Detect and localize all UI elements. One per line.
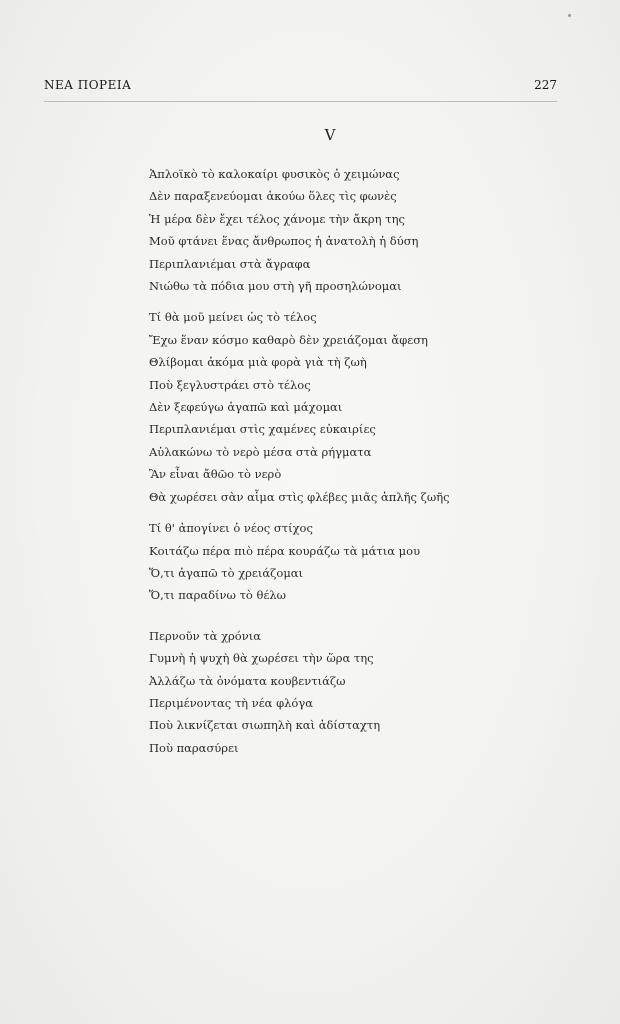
poem-line: Τί θ' ἀπογίνει ὁ νέος στίχος: [149, 521, 313, 536]
section-numeral: V: [324, 126, 336, 144]
poem-line: Ποὺ λικνίζεται σιωπηλὴ καὶ ἀδίσταχτη: [149, 718, 381, 733]
paper-speck: [568, 14, 571, 17]
stanza: [149, 517, 549, 607]
poem-line: Δὲν παραξενεύομαι ἀκούω ὅλες τὶς φωνὲς: [149, 189, 397, 204]
poem-line: Θλίβομαι ἀκόμα μιὰ φορὰ γιὰ τὴ ζωὴ: [149, 355, 367, 370]
poem-line: Περιπλανιέμαι στὶς χαμένες εὐκαιρίες: [149, 422, 376, 437]
stanza: [149, 163, 549, 297]
poem-line: Ἔχω ἕναν κόσμο καθαρὸ δὲν χρειάζομαι ἄφεση: [149, 332, 428, 347]
poem-line: Ἁπλοϊκὸ τὸ καλοκαίρι φυσικὸς ὁ χειμώνας: [149, 167, 400, 181]
poem-line: Αὐλακώνω τὸ νερὸ μέσα στὰ ρήγματα: [149, 444, 372, 459]
poem-line: Μοῦ φτάνει ἕνας ἄνθρωπος ἡ ἀνατολὴ ἡ δύση: [149, 234, 419, 249]
poem-line: Ποὺ παρασύρει: [149, 740, 239, 755]
poem-line: Ἀλλάζω τὰ ὀνόματα κουβεντιάζω: [149, 673, 346, 688]
stanza: [149, 625, 549, 759]
poem-line: Ἂν εἶναι ἄθῶο τὸ νερὸ: [149, 467, 282, 482]
poem-line: Περνοῦν τὰ χρόνια: [149, 628, 262, 643]
poem-line: Ὅ,τι ἀγαπῶ τὸ χρειάζομαι: [149, 565, 304, 580]
poem-line: Περιπλανιέμαι στὰ ἄγραφα: [149, 256, 311, 271]
poem-line: Ἡ μέρα δὲν ἔχει τέλος χάνομε τὴν ἄκρη της: [149, 211, 405, 226]
poem: [149, 163, 549, 768]
poem-line: Κοιτάζω πέρα πιὸ πέρα κουράζω τὰ μάτια μου: [149, 543, 421, 558]
stanza: [149, 306, 549, 508]
page-number: 227: [534, 78, 557, 92]
poem-line: Ὅ,τι παραδίνω τὸ θέλω: [149, 588, 287, 603]
poem-line: Γυμνὴ ἡ ψυχὴ θὰ χωρέσει τὴν ὥρα της: [149, 651, 374, 666]
poem-line: Θὰ χωρέσει σὰν αἷμα στὶς φλέβες μιᾶς ἁπλῆς ζωῆς: [149, 489, 450, 504]
poem-line: Τί θὰ μοῦ μείνει ὡς τὸ τέλος: [149, 310, 317, 325]
header-rule: [44, 101, 557, 102]
poem-line: Περιμένοντας τὴ νέα φλόγα: [149, 695, 313, 710]
poem-line: Ποὺ ξεγλυστράει στὸ τέλος: [149, 377, 311, 392]
poem-line: Νιώθω τὰ πόδια μου στὴ γῆ προσηλώνομαι: [149, 279, 402, 294]
journal-title: ΝΕΑ ΠΟΡΕΙΑ: [44, 78, 132, 92]
poem-line: Δὲν ξεφεύγω ἀγαπῶ καὶ μάχομαι: [149, 400, 343, 415]
running-header: [44, 78, 557, 98]
